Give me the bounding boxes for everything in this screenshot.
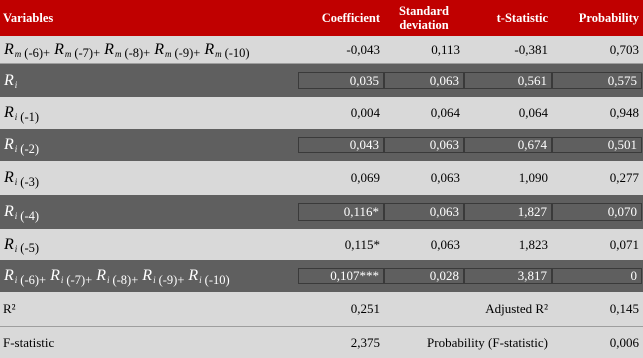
- variable-lag: (-5): [20, 241, 40, 255]
- variable-symbol: Rm: [54, 40, 72, 59]
- variable-symbol: Ri: [4, 267, 18, 285]
- t-stat-cell: 1,827: [464, 203, 552, 221]
- variable-symbol: Rm: [4, 40, 22, 59]
- variable-lag: (-6)+: [20, 272, 47, 287]
- variable-symbol: Rm: [154, 40, 172, 59]
- stats-row-r2: [0, 292, 643, 327]
- probability-f-label: Probability (F-statistic): [427, 334, 548, 350]
- probability-f-value: 0,006: [609, 334, 639, 350]
- stats-row-f: [0, 327, 643, 358]
- std-cell: 0,063: [384, 137, 464, 153]
- t-stat-cell: 1,090: [518, 170, 548, 185]
- probability-cell: 0,948: [609, 105, 639, 120]
- adjusted-r2-label: Adjusted R²: [485, 301, 548, 316]
- table-row: [0, 97, 643, 129]
- probability-cell: 0,703: [609, 41, 639, 57]
- t-stat-cell: 3,817: [464, 268, 552, 284]
- coefficient-cell: 0,035: [298, 72, 384, 89]
- table-header: [0, 0, 643, 36]
- variable-symbol: Ri: [4, 136, 18, 154]
- header-variables: Variables: [3, 10, 54, 25]
- variable-cell: [0, 161, 296, 195]
- probability-cell: 0,277: [609, 170, 639, 185]
- table-row: [0, 195, 643, 229]
- table-row: [0, 161, 643, 195]
- variable-symbol: Ri: [4, 203, 18, 221]
- variable-symbol: Ri: [4, 71, 18, 90]
- std-cell: 0,064: [430, 105, 460, 120]
- r2-label: R²: [3, 301, 16, 316]
- variable-symbol: Ri: [188, 267, 202, 285]
- variable-symbol: Ri: [4, 104, 18, 122]
- f-statistic-label: F-statistic: [3, 334, 55, 350]
- std-cell: 0,028: [384, 268, 464, 284]
- coefficient-cell: 0,115*: [344, 236, 380, 252]
- variable-cell: [0, 64, 296, 97]
- t-stat-cell: 0,561: [464, 72, 552, 89]
- t-stat-cell: 0,064: [518, 105, 548, 120]
- probability-cell: 0,071: [609, 236, 639, 252]
- variable-lag: (-4): [20, 208, 40, 223]
- table-row: [0, 129, 643, 161]
- probability-cell: 0: [552, 268, 642, 284]
- std-cell: 0,063: [384, 203, 464, 221]
- coefficient-cell: 0,107***: [298, 268, 384, 284]
- variable-symbol: Ri: [142, 267, 156, 285]
- table-row: [0, 260, 643, 292]
- header-std-line2: deviation: [399, 18, 449, 32]
- table-row: [0, 229, 643, 260]
- variable-lag: (-8)+: [112, 272, 139, 287]
- variable-lag: (-8)+: [124, 46, 151, 60]
- r2-value: 0,251: [350, 301, 380, 316]
- variable-symbol: Rm: [104, 40, 122, 59]
- variable-symbol: Ri: [4, 235, 18, 254]
- variable-symbol: Ri: [50, 267, 64, 285]
- variable-symbol: Ri: [4, 169, 18, 187]
- variable-cell: [0, 129, 296, 161]
- header-standard-deviation: [384, 0, 464, 36]
- variable-lag: (-7)+: [74, 46, 101, 60]
- variable-cell: [0, 97, 296, 129]
- std-cell: 0,063: [430, 236, 460, 252]
- variable-cell: [0, 195, 296, 229]
- header-t-statistic: t-Statistic: [496, 10, 548, 25]
- std-cell: 0,063: [430, 170, 460, 185]
- variable-symbol: Rm: [204, 40, 222, 59]
- probability-cell: 0,575: [552, 72, 642, 89]
- std-cell: 0,063: [384, 72, 464, 89]
- variable-cell: [0, 229, 296, 260]
- t-stat-cell: 1,823: [518, 236, 548, 252]
- variable-lag: (-9)+: [174, 46, 201, 60]
- header-probability: Probability: [578, 10, 639, 25]
- probability-cell: 0,070: [552, 203, 642, 221]
- variable-lag: (-9)+: [158, 272, 185, 287]
- coefficient-cell: 0,069: [350, 170, 380, 185]
- variable-lag: (-3): [20, 174, 40, 189]
- variable-symbol: Ri: [96, 267, 110, 285]
- adjusted-r2-value: 0,145: [609, 301, 639, 316]
- variable-lag: (-6)+: [24, 46, 51, 60]
- table-row: [0, 64, 643, 97]
- variable-lag: (-2): [20, 141, 40, 156]
- coefficient-cell: 0,004: [350, 105, 380, 120]
- coefficient-cell: 0,116*: [298, 203, 384, 221]
- header-coefficient: Coefficient: [321, 10, 380, 25]
- coefficient-cell: 0,043: [298, 137, 384, 153]
- variable-cell: [0, 260, 296, 292]
- header-std-line1: Standard: [398, 4, 450, 18]
- variable-lag: (-10): [204, 272, 230, 287]
- f-statistic-value: 2,375: [350, 334, 380, 350]
- variable-lag: (-1): [20, 109, 40, 124]
- variable-lag: (-7)+: [66, 272, 93, 287]
- probability-cell: 0,501: [552, 137, 642, 153]
- t-stat-cell: 0,674: [464, 137, 552, 153]
- variable-lag: (-10): [224, 46, 250, 60]
- std-cell: 0,113: [431, 41, 460, 57]
- variable-cell: [0, 36, 296, 63]
- coefficient-cell: -0,043: [346, 41, 380, 57]
- t-stat-cell: -0,381: [514, 41, 548, 57]
- table-row: [0, 36, 643, 64]
